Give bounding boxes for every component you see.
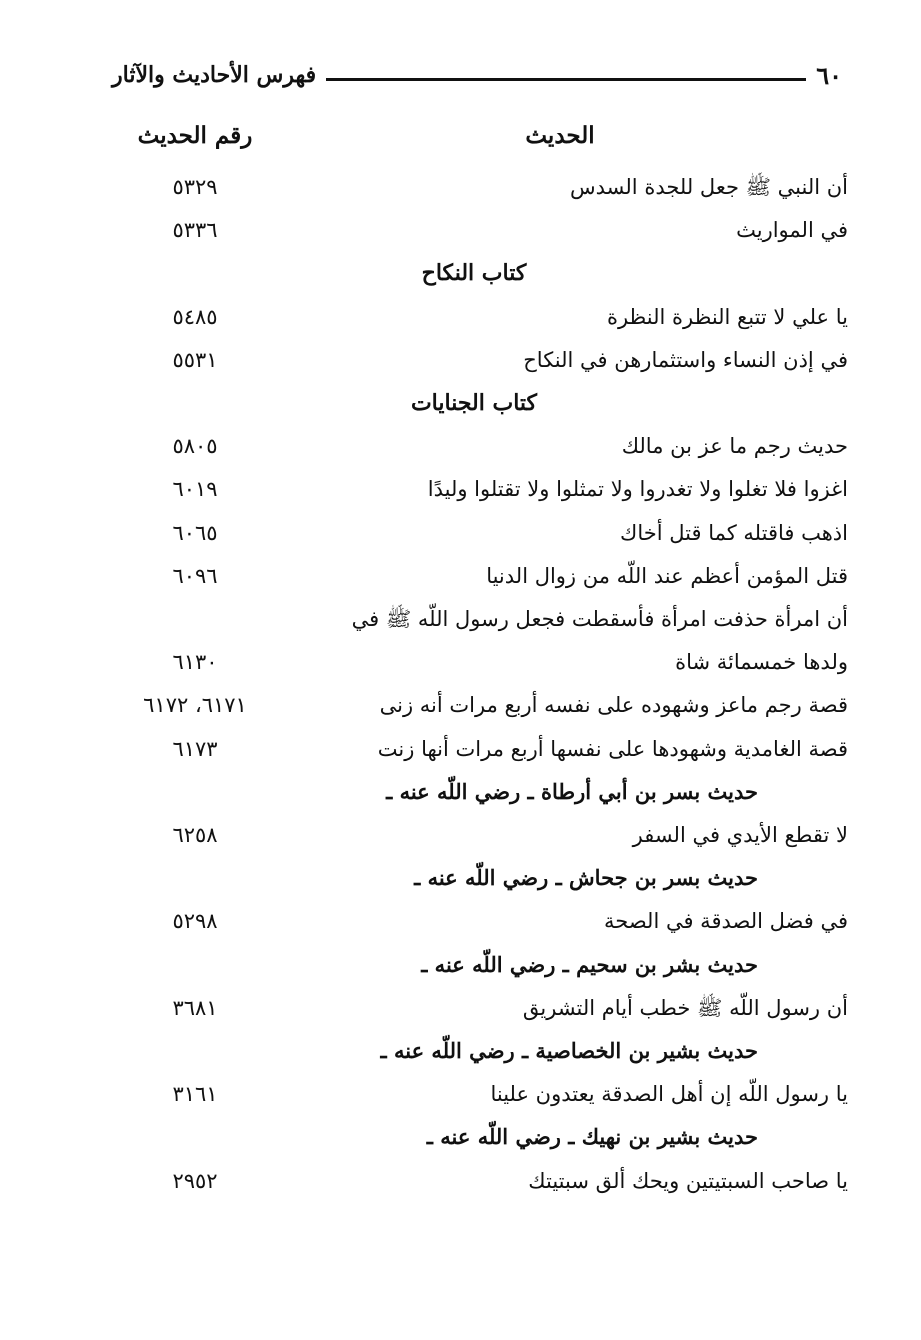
- hadith-text: اغزوا فلا تغلوا ولا تغدروا ولا تمثلوا ولا تقتلوا وليدًا: [427, 477, 848, 501]
- page-number: ٦٠: [816, 60, 842, 90]
- hadith-number: ٦٠٩٦: [172, 564, 218, 588]
- hadith-text: أن النبي ﷺ جعل للجدة السدس: [570, 175, 848, 199]
- hadith-text: يا علي لا تتبع النظرة النظرة: [606, 305, 848, 329]
- companion-heading: [100, 857, 848, 899]
- index-entry: [100, 468, 848, 510]
- hadith-number: ٥٢٩٨: [172, 909, 218, 933]
- hadith-text: قصة رجم ماعز وشهوده على نفسه أربع مرات أنه زنى: [379, 693, 848, 717]
- section-heading: [100, 382, 848, 424]
- index-entry: [100, 641, 848, 683]
- index-entry: [100, 512, 848, 554]
- companion-heading: [100, 771, 848, 813]
- header-title: فهرس الأحاديث والآثار: [112, 62, 317, 88]
- section-title: كتاب النكاح: [421, 260, 527, 286]
- hadith-number: ٣١٦١: [172, 1082, 218, 1106]
- index-entry: [100, 987, 848, 1029]
- index-entry: [100, 814, 848, 856]
- hadith-number: ٥٨٠٥: [172, 434, 218, 458]
- column-heading-hadith: الحديث: [525, 122, 595, 149]
- hadith-text: يا صاحب السبتيتين ويحك ألق سبتيتك: [528, 1169, 848, 1193]
- companion-title: حديث بشير بن نهيك ـ رضي اللّه عنه ـ: [426, 1124, 758, 1149]
- index-entry: [100, 728, 848, 770]
- section-title: كتاب الجنايات: [410, 390, 538, 416]
- companion-title: حديث بشر بن سحيم ـ رضي اللّه عنه ـ: [421, 952, 758, 977]
- index-entry: [100, 1160, 848, 1202]
- index-entry: [100, 1073, 848, 1115]
- hadith-number: ٥٣٣٦: [172, 218, 218, 242]
- companion-heading: [100, 1116, 848, 1158]
- index-entry: [100, 296, 848, 338]
- hadith-text: في فضل الصدقة في الصحة: [604, 909, 848, 933]
- hadith-number: ٦١٧١، ٦١٧٢: [143, 693, 247, 717]
- hadith-number: ٥٥٣١: [172, 348, 218, 372]
- index-entry: [100, 555, 848, 597]
- hadith-number: ٣٦٨١: [172, 996, 218, 1020]
- index-entry: [100, 425, 848, 467]
- hadith-text: اذهب فاقتله كما قتل أخاك: [620, 521, 848, 545]
- companion-title: حديث بسر بن أبي أرطاة ـ رضي اللّه عنه ـ: [386, 779, 758, 804]
- hadith-number: ٦٢٥٨: [172, 823, 218, 847]
- hadith-number: ٦١٣٠: [172, 650, 218, 674]
- hadith-text: لا تقطع الأيدي في السفر: [632, 823, 848, 847]
- running-header: [112, 58, 842, 92]
- hadith-text: أن امرأة حذفت امرأة فأسقطت فجعل رسول اللّه ﷺ في: [351, 607, 848, 631]
- hadith-text: قصة الغامدية وشهودها على نفسها أربع مرات أنها زنت: [377, 737, 848, 761]
- index-entry: [100, 209, 848, 251]
- hadith-text: أن رسول اللّه ﷺ خطب أيام التشريق: [522, 996, 848, 1020]
- index-entry: [100, 339, 848, 381]
- header-rule: [326, 78, 806, 81]
- index-entry: [100, 684, 848, 726]
- hadith-text: في إذن النساء واستثمارهن في النكاح: [523, 348, 848, 372]
- companion-heading: [100, 944, 848, 986]
- companion-heading: [100, 1030, 848, 1072]
- section-heading: [100, 252, 848, 294]
- hadith-number: ٥٤٨٥: [172, 305, 218, 329]
- hadith-number: ٦٠٦٥: [172, 521, 218, 545]
- hadith-number: ٦٠١٩: [172, 477, 218, 501]
- hadith-text: قتل المؤمن أعظم عند اللّه من زوال الدنيا: [486, 564, 848, 588]
- hadith-number: ٥٣٢٩: [172, 175, 218, 199]
- hadith-text: في المواريث: [736, 218, 848, 242]
- companion-title: حديث بسر بن جحاش ـ رضي اللّه عنه ـ: [414, 865, 758, 890]
- index-entry: [100, 166, 848, 208]
- index-entry: [100, 900, 848, 942]
- column-heading-number: رقم الحديث: [137, 122, 253, 149]
- companion-title: حديث بشير بن الخصاصية ـ رضي اللّه عنه ـ: [380, 1038, 758, 1063]
- hadith-number: ٢٩٥٢: [172, 1169, 218, 1193]
- hadith-text: ولدها خمسمائة شاة: [675, 650, 848, 674]
- hadith-number: ٦١٧٣: [172, 737, 218, 761]
- hadith-text: حديث رجم ما عز بن مالك: [621, 434, 848, 458]
- index-entry: [100, 598, 848, 640]
- hadith-text: يا رسول اللّه إن أهل الصدقة يعتدون علينا: [490, 1082, 848, 1106]
